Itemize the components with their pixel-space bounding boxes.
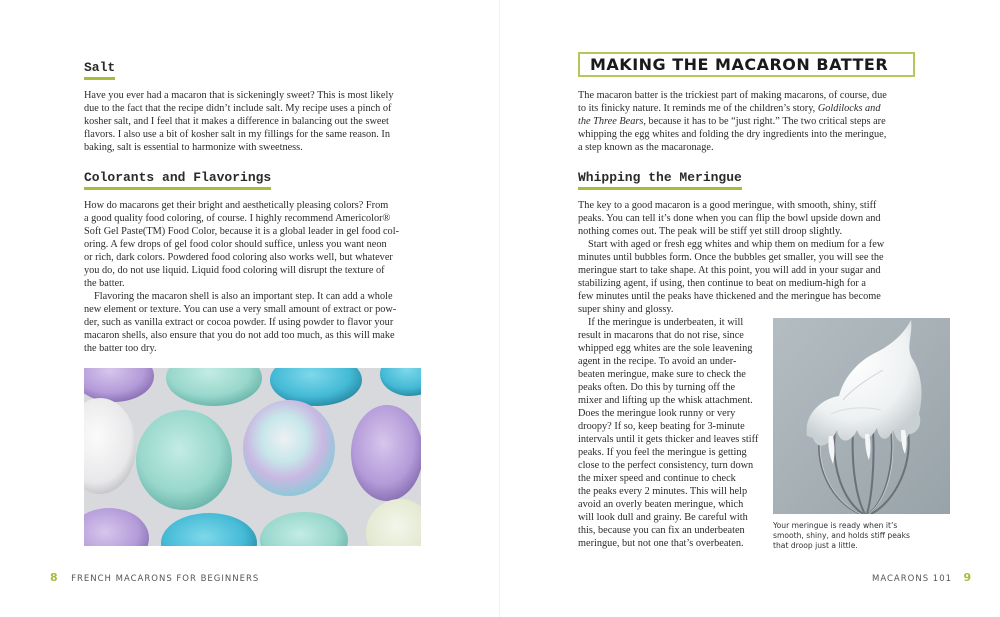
text-line: beaten meringue, make sure to check the xyxy=(578,369,746,380)
text-span: to its finicky nature. It reminds me of the children’s story, xyxy=(578,103,816,114)
italic-title: Goldilocks and xyxy=(817,103,881,114)
text-line: will look dull and grainy. Be careful with xyxy=(578,512,748,523)
text-line: meringue start to take shape. At this point, you will add in your sugar and xyxy=(578,265,881,276)
text-line: intervals until it gets thicker and leaves stiff xyxy=(578,434,759,445)
text-line: close to the perfect consistency, turn down xyxy=(578,460,754,471)
text-line: stabilizing agent, if using, then continue to beat on medium-high for a xyxy=(578,278,866,289)
text-line: If the meringue is underbeaten, it will xyxy=(588,317,744,328)
text-line: kosher salt, and I feel that it makes a difference in balancing out the sweet xyxy=(84,116,389,127)
text-line: super shiny and glossy. xyxy=(578,304,674,315)
text-line: result in macarons that do not rise, since xyxy=(578,330,744,341)
text-line: The key to a good macaron is a good meringue, with smooth, shiny, stiff xyxy=(578,200,877,211)
text-line: Start with aged or fresh egg whites and whip them on medium for a few xyxy=(588,239,885,250)
text-line: peaks often. Do this by turning off the xyxy=(578,382,736,393)
left-footer xyxy=(50,571,259,584)
colorants-heading: Colorants and Flavorings xyxy=(84,170,271,190)
right-running-head: MACARONS 101 xyxy=(872,574,953,584)
page-gutter xyxy=(499,0,500,617)
whisk-with-meringue-image xyxy=(773,318,950,514)
text-line: der, such as vanilla extract or cocoa powder. If using powder to flavor your xyxy=(84,317,394,328)
whisk-caption xyxy=(773,521,951,551)
left-running-head: FRENCH MACARONS FOR BEGINNERS xyxy=(71,574,260,584)
text-line: meringue, but not one that’s overbeaten. xyxy=(578,538,744,549)
text-line: whipping the egg whites and folding the dry ingredients into the meringue, xyxy=(578,129,887,140)
text-line: baking, salt is essential to harmonize with sweetness. xyxy=(84,142,303,153)
pastel-macarons-image xyxy=(84,368,421,546)
text-line xyxy=(578,115,918,128)
text-line: peaks. If you feel the meringue is getting xyxy=(578,447,747,458)
text-line xyxy=(578,102,918,115)
text-line: The macaron batter is the trickiest part of making macarons, of course, due xyxy=(578,90,887,101)
text-line: minutes until bubbles form. Once the bubbles get smaller, you will see the xyxy=(578,252,884,263)
text-line: the peaks every 2 minutes. This will help xyxy=(578,486,748,497)
text-line: the batter too dry. xyxy=(84,343,157,354)
caption-line: Your meringue is ready when it’s xyxy=(773,521,898,530)
text-line: this, because you can fix an underbeaten xyxy=(578,525,745,536)
text-line: droopy? If so, keep beating for 3-minute xyxy=(578,421,745,432)
colorants-paragraph xyxy=(84,199,424,355)
text-line: avoid an overly beaten meringue, which xyxy=(578,499,744,510)
whisk-photo xyxy=(773,318,950,514)
text-line: Does the meringue look runny or very xyxy=(578,408,736,419)
text-line: peaks. You can tell it’s done when you can flip the bowl upside down and xyxy=(578,213,881,224)
text-line: due to the fact that the recipe didn’t include salt. My recipe uses a pinch of xyxy=(84,103,392,114)
text-line: or rich, dark colors. Powdered food coloring also works well, but whatever xyxy=(84,252,393,263)
salt-heading: Salt xyxy=(84,60,115,80)
whipping-heading: Whipping the Meringue xyxy=(578,170,742,190)
italic-title: the Three Bears xyxy=(578,116,644,127)
text-line: new element or texture. You can use a very small amount of extract or pow- xyxy=(84,304,397,315)
text-line: mixer and lifting up the whisk attachment. xyxy=(578,395,753,406)
text-line: the batter. xyxy=(84,278,125,289)
whipping-paragraph xyxy=(578,199,918,316)
left-page-number: 8 xyxy=(50,571,58,584)
caption-line: that droop just a little. xyxy=(773,541,858,550)
text-line: the mixer speed and continue to check xyxy=(578,473,736,484)
right-footer xyxy=(872,571,971,584)
text-line: whipped egg whites are the sole leavening xyxy=(578,343,753,354)
text-line: flavors. I also use a bit of kosher salt in my fillings for the same reason. In xyxy=(84,129,390,140)
text-line: Soft Gel Paste(TM) Food Color, because it is a global leader in gel food col- xyxy=(84,226,400,237)
text-line: macaron shells, also ensure that you do not add too much, as this will make xyxy=(84,330,395,341)
text-line: you do, do not use liquid. Liquid food coloring will disrupt the texture of xyxy=(84,265,385,276)
text-line: agent in the recipe. To avoid an under- xyxy=(578,356,737,367)
intro-paragraph xyxy=(578,89,918,154)
text-line: nothing comes out. The peak will be stiff yet still droop slightly. xyxy=(578,226,843,237)
macarons-photo xyxy=(84,368,421,546)
caption-line: smooth, shiny, and holds stiff peaks xyxy=(773,531,910,540)
right-page-number: 9 xyxy=(963,571,972,584)
text-span: , because it has to be “just right.” The two critical steps are xyxy=(643,116,886,127)
text-line: oring. A few drops of gel food color should suffice, unless you want neon xyxy=(84,239,387,250)
salt-paragraph xyxy=(84,89,424,154)
text-line: few minutes until the peaks have thickened and the meringue has become xyxy=(578,291,881,302)
underbeaten-paragraph xyxy=(578,316,768,550)
text-line: a step known as the macaronage. xyxy=(578,142,714,153)
text-line: a good quality food coloring, of course. I highly recommend Americolor® xyxy=(84,213,391,224)
text-line: Have you ever had a macaron that is sickeningly sweet? This is most likely xyxy=(84,90,394,101)
text-line: How do macarons get their bright and aesthetically pleasing colors? From xyxy=(84,200,389,211)
chapter-title: MAKING THE MACARON BATTER xyxy=(578,52,915,77)
text-line: Flavoring the macaron shell is also an important step. It can add a whole xyxy=(94,291,393,302)
